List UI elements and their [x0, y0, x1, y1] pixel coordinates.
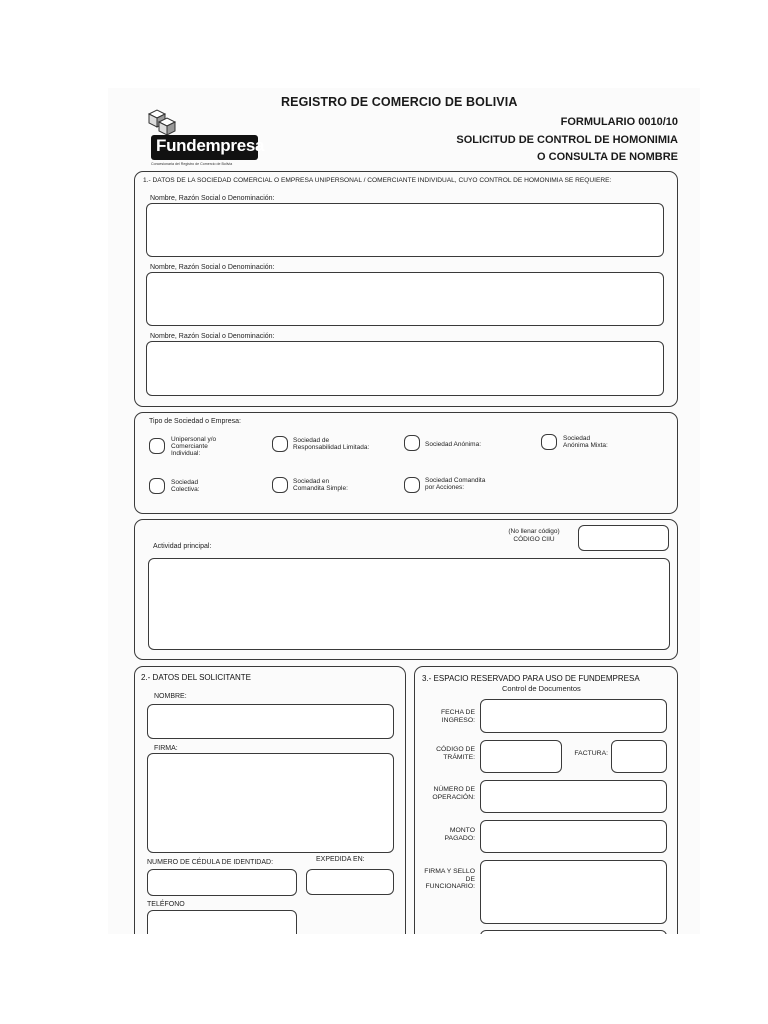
section-1-heading: 1.- DATOS DE LA SOCIEDAD COMERCIAL O EMPRESA UNIPERSONAL / COMERCIANTE INDIVIDUAL, CUYO CONTROL DE HOMONIMIA SE REQUIERE: [143, 177, 612, 184]
type-sa-label: Sociedad Anónima: [425, 441, 482, 448]
type-unipersonal-checkbox[interactable] [149, 438, 165, 454]
section-3-heading: 3.- ESPACIO RESERVADO PARA USO DE FUNDEMPRESA [422, 674, 640, 683]
operation-number-field[interactable] [480, 780, 667, 813]
type-srl-checkbox[interactable] [272, 436, 288, 452]
name-label-1: Nombre, Razón Social o Denominación: [150, 195, 275, 202]
type-comandita-simple-label: Sociedad en Comandita Simple: [293, 478, 348, 493]
amount-paid-label: MONTO PAGADO: [444, 827, 475, 842]
company-name-field-1[interactable] [146, 203, 664, 257]
type-sa-checkbox[interactable] [404, 435, 420, 451]
officer-signature-field[interactable] [480, 860, 667, 924]
ciiu-label: CÓDIGO CIIU [513, 536, 555, 543]
type-srl-label: Sociedad de Responsabilidad Limitada: [293, 437, 370, 452]
company-type-panel [134, 412, 678, 514]
logo-wordmark: Fundempresa [156, 136, 265, 155]
type-sam-label: Sociedad Anónima Mixta: [563, 435, 608, 450]
company-name-field-2[interactable] [146, 272, 664, 326]
type-colectiva-checkbox[interactable] [149, 478, 165, 494]
ciiu-code-field[interactable] [578, 525, 669, 551]
applicant-signature-field[interactable] [147, 753, 394, 853]
procedure-code-field[interactable] [480, 740, 562, 773]
section-3-subheading: Control de Documentos [502, 684, 581, 693]
company-type-label: Tipo de Sociedad o Empresa: [149, 418, 241, 425]
type-comandita-acciones-checkbox[interactable] [404, 477, 420, 493]
ciiu-note: (No llenar código) [508, 528, 560, 535]
issued-in-label: EXPEDIDA EN: [316, 856, 365, 863]
procedure-code-label: CÓDIGO DE TRÁMITE: [436, 746, 475, 761]
cubes-logo-icon [143, 108, 183, 138]
form-number: FORMULARIO 0010/10 [560, 116, 678, 128]
phone-label: TELÉFONO [147, 901, 185, 908]
entry-date-label: FECHA DE INGRESO: [441, 709, 475, 724]
invoice-field[interactable] [611, 740, 667, 773]
activity-field[interactable] [148, 558, 670, 650]
name-label-2: Nombre, Razón Social o Denominación: [150, 264, 275, 271]
type-sam-checkbox[interactable] [541, 434, 557, 450]
company-name-field-3[interactable] [146, 341, 664, 396]
id-number-label: NUMERO DE CÉDULA DE IDENTIDAD: [147, 859, 274, 866]
type-comandita-acciones-label: Sociedad Comandita por Acciones: [425, 477, 486, 492]
applicant-name-label: NOMBRE: [154, 693, 187, 700]
logo-subtitle: Concesionaria del Registro de Comercio de Bolivia [151, 162, 233, 166]
section-2-heading: 2.- DATOS DEL SOLICITANTE [141, 673, 251, 682]
page-bottom-margin [0, 934, 768, 1024]
applicant-name-field[interactable] [147, 704, 394, 739]
form-title-line-1: SOLICITUD DE CONTROL DE HOMONIMIA [456, 134, 678, 146]
id-number-field[interactable] [147, 869, 297, 896]
operation-number-label: NÚMERO DE OPERACIÓN: [432, 786, 475, 801]
activity-label: Actividad principal: [153, 543, 212, 550]
amount-paid-field[interactable] [480, 820, 667, 853]
issued-in-field[interactable] [306, 869, 394, 895]
invoice-label: FACTURA: [574, 750, 608, 757]
type-comandita-simple-checkbox[interactable] [272, 477, 288, 493]
registry-title: REGISTRO DE COMERCIO DE BOLIVIA [281, 95, 518, 109]
applicant-signature-label: FIRMA: [154, 745, 178, 752]
type-colectiva-label: Sociedad Colectiva: [171, 479, 200, 494]
officer-signature-label: FIRMA Y SELLO DE FUNCIONARIO: [424, 868, 475, 891]
name-label-3: Nombre, Razón Social o Denominación: [150, 333, 275, 340]
form-title-line-2: O CONSULTA DE NOMBRE [537, 151, 678, 163]
type-unipersonal-label: Unipersonal y/o Comerciante Individual: [171, 436, 217, 458]
entry-date-field[interactable] [480, 699, 667, 733]
